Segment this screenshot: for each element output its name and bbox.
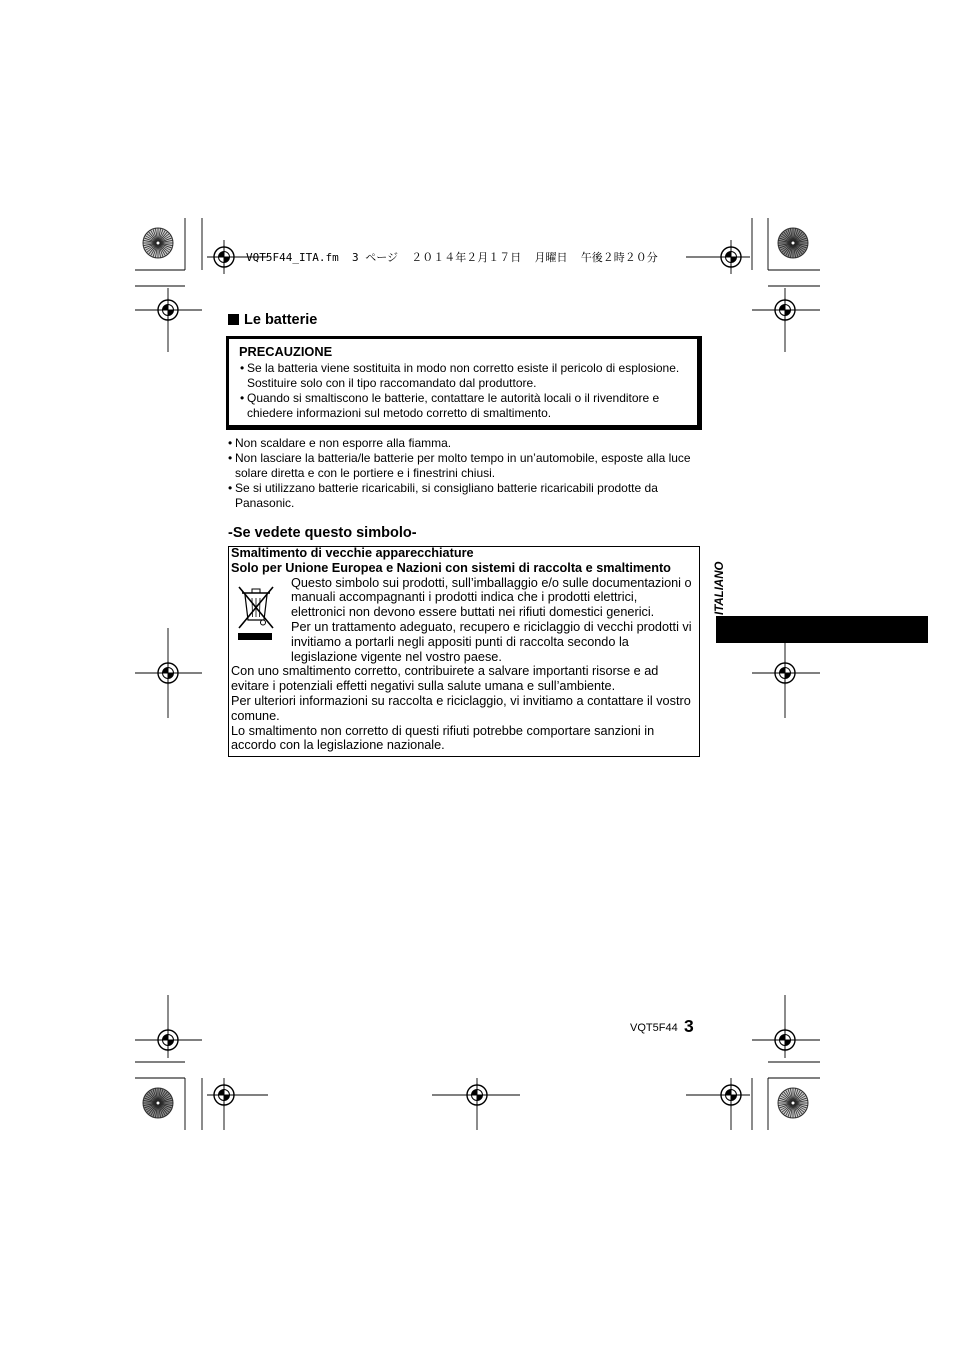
starburst-spoke bbox=[158, 243, 169, 253]
registration-mark-quadrant bbox=[785, 310, 791, 316]
starburst-spoke bbox=[158, 229, 163, 243]
registration-mark-ring bbox=[214, 1085, 234, 1105]
starburst-spoke bbox=[778, 240, 793, 243]
starburst-spoke bbox=[793, 243, 804, 253]
symbol-explanation bbox=[231, 576, 697, 665]
starburst-spoke bbox=[158, 228, 161, 243]
starburst-spoke bbox=[782, 1103, 793, 1113]
starburst-spoke bbox=[790, 1088, 793, 1103]
caution-item-line: chiedere informazioni sul metodo corretto di smaltimento. bbox=[247, 406, 552, 420]
starburst-spoke bbox=[158, 238, 172, 243]
starburst-spoke bbox=[151, 230, 159, 243]
caution-title: PRECAUZIONE bbox=[239, 344, 333, 359]
starburst-spoke bbox=[793, 1103, 806, 1111]
registration-mark-ring bbox=[775, 1030, 795, 1050]
section-marker-icon bbox=[228, 314, 239, 325]
starburst-spoke bbox=[158, 1092, 168, 1103]
bin-underline-bar bbox=[238, 633, 272, 640]
caution-item-line: • Quando si smaltiscono le batterie, contattare le autorità locali o il rivenditore e bbox=[247, 391, 660, 405]
starburst-spoke bbox=[793, 1103, 798, 1117]
starburst-spoke bbox=[158, 1088, 161, 1103]
starburst-spoke bbox=[793, 1092, 803, 1103]
footer-model-code: VQT5F44 bbox=[630, 1022, 678, 1034]
starburst-spoke bbox=[780, 1103, 793, 1111]
starburst-spoke bbox=[793, 230, 801, 243]
starburst-spoke bbox=[779, 243, 793, 248]
starburst-spoke bbox=[155, 228, 158, 243]
starburst-spoke bbox=[158, 243, 173, 246]
language-tab-label: ITALIANO bbox=[714, 561, 726, 615]
starburst-spoke bbox=[158, 1103, 169, 1113]
registration-mark-quadrant bbox=[163, 668, 169, 674]
registration-mark bbox=[773, 298, 797, 322]
registration-mark-quadrant bbox=[731, 1095, 737, 1101]
symbol-explanation-line: invitiamo a portarli negli appositi punti di raccolta secondo la bbox=[291, 634, 629, 649]
disposal-text-line: Per ulteriori informazioni su raccolta e riciclaggio, vi invitiamo a contattare il vostro bbox=[231, 693, 691, 708]
battery-note-line: • Non lasciare la batteria/le batterie per molto tempo in un’automobile, esposte alla luce bbox=[235, 451, 691, 465]
starburst-spoke bbox=[151, 1103, 159, 1116]
symbol-explanation-line: legislazione vigente nel vostro paese. bbox=[291, 649, 502, 664]
starburst-center bbox=[792, 1102, 795, 1105]
starburst-spoke bbox=[793, 1103, 801, 1116]
disposal-text-line: evitare i potenziali effetti negativi sulla salute umana e sull’ambiente. bbox=[231, 679, 616, 694]
starburst-spoke bbox=[158, 1103, 166, 1116]
starburst-spoke bbox=[793, 1089, 798, 1103]
registration-mark bbox=[212, 1083, 236, 1107]
registration-mark-quadrant bbox=[785, 673, 791, 679]
starburst-spoke bbox=[793, 232, 803, 243]
registration-mark-inner-ring bbox=[163, 305, 174, 316]
file-info-header: VQT5F44_ITA.fm 3 ページ ２０１４年２月１７日 月曜日 午後２時２０分 bbox=[246, 251, 658, 264]
starburst-spoke bbox=[793, 243, 803, 254]
starburst-spoke bbox=[793, 1103, 808, 1106]
starburst-spoke bbox=[793, 1088, 796, 1103]
caution-item bbox=[229, 361, 697, 391]
starburst-spoke bbox=[147, 233, 158, 243]
starburst-spoke bbox=[793, 1098, 807, 1103]
battery-note bbox=[228, 481, 691, 511]
color-target-starburst bbox=[778, 228, 808, 258]
starburst-disc bbox=[143, 228, 173, 258]
starburst-spoke bbox=[793, 1103, 807, 1108]
starburst-spoke bbox=[793, 240, 808, 243]
starburst-center bbox=[157, 1102, 160, 1105]
starburst-spoke bbox=[151, 1090, 159, 1103]
starburst-spoke bbox=[158, 1103, 171, 1111]
starburst-spoke bbox=[153, 1103, 158, 1117]
starburst-spoke bbox=[144, 243, 158, 248]
starburst-spoke bbox=[158, 243, 163, 257]
registration-mark-quadrant bbox=[780, 668, 786, 674]
starburst-spoke bbox=[793, 229, 798, 243]
registration-mark-quadrant bbox=[168, 673, 174, 679]
starburst-spoke bbox=[793, 1090, 801, 1103]
starburst-spoke bbox=[143, 240, 158, 243]
symbol-explanation-line: Questo simbolo sui prodotti, sull’imballaggio e/o sulle documentazioni o bbox=[291, 575, 692, 590]
registration-mark-quadrant bbox=[785, 1040, 791, 1046]
caution-item-line: Sostituire solo con il tipo raccomandato dal produttore. bbox=[247, 376, 537, 390]
battery-note bbox=[228, 436, 691, 451]
registration-mark-inner-ring bbox=[219, 1090, 230, 1101]
registration-mark-quadrant bbox=[219, 1090, 225, 1096]
starburst-spoke bbox=[158, 1098, 172, 1103]
page-number: 3 bbox=[684, 1016, 694, 1036]
starburst-spoke bbox=[793, 1103, 796, 1118]
disposal-info-box bbox=[228, 546, 700, 757]
starburst-spoke bbox=[158, 1103, 168, 1114]
starburst-spoke bbox=[780, 236, 793, 244]
registration-mark-ring bbox=[721, 1085, 741, 1105]
registration-mark-inner-ring bbox=[780, 1035, 791, 1046]
bin-rib bbox=[260, 598, 261, 617]
starburst-spoke bbox=[793, 1103, 804, 1113]
starburst-spoke bbox=[790, 243, 793, 258]
battery-note-line: • Non scaldare e non esporre alla fiamma. bbox=[235, 436, 452, 450]
registration-mark-inner-ring bbox=[163, 668, 174, 679]
starburst-spoke bbox=[158, 243, 168, 254]
section-title-batteries bbox=[228, 312, 317, 328]
starburst-spoke bbox=[153, 229, 158, 243]
starburst-spoke bbox=[158, 1096, 171, 1104]
symbol-explanation-line: Per un trattamento adeguato, recupero e riciclaggio di vecchi prodotti vi bbox=[291, 619, 692, 634]
section-title-symbol: -Se vedete questo simbolo- bbox=[228, 525, 417, 541]
starburst-spoke bbox=[158, 1090, 166, 1103]
starburst-spoke bbox=[793, 243, 808, 246]
disposal-heading: Smaltimento di vecchie apparecchiature bbox=[231, 546, 474, 560]
registration-mark-inner-ring bbox=[726, 252, 737, 263]
symbol-explanation-line: elettronici non devono essere buttati nei rifiuti domestici generici. bbox=[291, 605, 655, 620]
starburst-spoke bbox=[778, 1100, 793, 1103]
caution-item bbox=[229, 391, 697, 421]
registration-mark-ring bbox=[214, 247, 234, 267]
starburst-spoke bbox=[779, 1103, 793, 1108]
crossed-out-wheelie-bin-icon bbox=[236, 580, 276, 642]
registration-mark-quadrant bbox=[168, 1040, 174, 1046]
color-target-starburst bbox=[778, 1088, 808, 1118]
starburst-spoke bbox=[788, 243, 793, 257]
registration-mark-ring bbox=[721, 247, 741, 267]
starburst-spoke bbox=[793, 243, 806, 251]
starburst-spoke bbox=[148, 232, 158, 243]
registration-mark bbox=[156, 298, 180, 322]
disposal-text-line: Lo smaltimento non corretto di questi rifiuti potrebbe comportare sanzioni in bbox=[231, 723, 655, 738]
registration-mark bbox=[719, 1083, 743, 1107]
starburst-spoke bbox=[788, 1089, 793, 1103]
starburst-spoke bbox=[783, 243, 793, 254]
starburst-spoke bbox=[793, 1096, 806, 1104]
starburst-spoke bbox=[147, 1103, 158, 1113]
starburst-spoke bbox=[145, 1096, 158, 1104]
bin-rib bbox=[252, 598, 253, 617]
starburst-spoke bbox=[158, 243, 161, 258]
registration-mark bbox=[465, 1083, 489, 1107]
starburst-spoke bbox=[788, 229, 793, 243]
bin-wheel bbox=[261, 620, 266, 625]
starburst-spoke bbox=[143, 1100, 158, 1103]
starburst-spoke bbox=[148, 1103, 158, 1114]
registration-mark-quadrant bbox=[219, 252, 225, 258]
language-tab-bar bbox=[716, 616, 928, 643]
caution-list bbox=[229, 361, 697, 421]
disposal-text-line: accordo con la legislazione nazionale. bbox=[231, 738, 445, 753]
registration-mark-quadrant bbox=[163, 305, 169, 311]
starburst-spoke bbox=[783, 1092, 793, 1103]
starburst-spoke bbox=[790, 228, 793, 243]
registration-mark-quadrant bbox=[168, 310, 174, 316]
starburst-spoke bbox=[147, 1093, 158, 1103]
starburst-spoke bbox=[779, 1098, 793, 1103]
starburst-spoke bbox=[143, 1103, 158, 1106]
registration-mark-quadrant bbox=[726, 1090, 732, 1096]
registration-mark-quadrant bbox=[477, 1095, 483, 1101]
battery-note-line: • Se si utilizzano batterie ricaricabili, si consigliano batterie ricaricabili prodotte da bbox=[235, 481, 658, 495]
starburst-spoke bbox=[148, 1092, 158, 1103]
starburst-spoke bbox=[158, 240, 173, 243]
registration-mark-inner-ring bbox=[163, 1035, 174, 1046]
starburst-spoke bbox=[158, 1093, 169, 1103]
starburst-spoke bbox=[783, 232, 793, 243]
starburst-disc bbox=[778, 1088, 808, 1118]
starburst-spoke bbox=[786, 230, 794, 243]
starburst-spoke bbox=[793, 243, 796, 258]
registration-mark-quadrant bbox=[224, 1095, 230, 1101]
starburst-spoke bbox=[782, 1093, 793, 1103]
registration-mark bbox=[212, 245, 236, 269]
registration-mark-inner-ring bbox=[780, 668, 791, 679]
starburst-spoke bbox=[793, 243, 798, 257]
starburst-spoke bbox=[793, 233, 804, 243]
starburst-spoke bbox=[158, 1103, 163, 1117]
disposal-subheading: Solo per Unione Europea e Nazioni con sistemi di raccolta e smaltimento bbox=[231, 560, 671, 575]
registration-mark-inner-ring bbox=[219, 252, 230, 263]
color-target-starburst bbox=[143, 228, 173, 258]
registration-mark-quadrant bbox=[726, 252, 732, 258]
starburst-spoke bbox=[783, 1103, 793, 1114]
starburst-spoke bbox=[144, 1103, 158, 1108]
starburst-spoke bbox=[158, 1103, 172, 1108]
disposal-text-line: comune. bbox=[231, 708, 280, 723]
starburst-spoke bbox=[778, 243, 793, 246]
battery-note-line: Panasonic. bbox=[235, 496, 295, 510]
starburst-spoke bbox=[158, 236, 171, 244]
registration-mark-quadrant bbox=[224, 257, 230, 263]
starburst-spoke bbox=[155, 243, 158, 258]
battery-note-line: solare diretta e con le portiere e i finestrini chiusi. bbox=[235, 466, 496, 480]
starburst-spoke bbox=[155, 1088, 158, 1103]
starburst-spoke bbox=[778, 1103, 793, 1106]
registration-mark-ring bbox=[158, 1030, 178, 1050]
disposal-text-line: Con uno smaltimento corretto, contribuirete a salvare importanti risorse e ad bbox=[231, 664, 659, 679]
registration-mark-ring bbox=[158, 300, 178, 320]
starburst-spoke bbox=[158, 1100, 173, 1103]
battery-notes-list bbox=[228, 436, 691, 511]
starburst-spoke bbox=[145, 243, 158, 251]
starburst-spoke bbox=[145, 236, 158, 244]
starburst-spoke bbox=[158, 1103, 161, 1118]
starburst-spoke bbox=[158, 230, 166, 243]
starburst-spoke bbox=[793, 238, 807, 243]
starburst-spoke bbox=[786, 243, 794, 256]
starburst-spoke bbox=[148, 243, 158, 254]
starburst-center bbox=[157, 242, 160, 245]
starburst-spoke bbox=[158, 243, 172, 248]
starburst-spoke bbox=[793, 243, 807, 248]
registration-mark-quadrant bbox=[780, 1035, 786, 1041]
starburst-spoke bbox=[147, 243, 158, 253]
registration-mark bbox=[773, 1028, 797, 1052]
starburst-spoke bbox=[782, 243, 793, 253]
caution-item-line: • Se la batteria viene sostituita in modo non corretto esiste il pericolo di esplosione. bbox=[247, 361, 680, 375]
starburst-spoke bbox=[144, 238, 158, 243]
starburst-center bbox=[792, 242, 795, 245]
registration-mark-quadrant bbox=[780, 305, 786, 311]
caution-box bbox=[226, 336, 702, 430]
starburst-spoke bbox=[793, 228, 796, 243]
starburst-spoke bbox=[793, 1100, 808, 1103]
starburst-spoke bbox=[780, 1096, 793, 1104]
symbol-explanation-line: manuali accompagnanti i prodotti indica che i prodotti elettrici, bbox=[291, 590, 638, 605]
registration-mark-quadrant bbox=[163, 1035, 169, 1041]
registration-mark bbox=[156, 1028, 180, 1052]
registration-mark-inner-ring bbox=[780, 305, 791, 316]
registration-mark bbox=[773, 661, 797, 685]
registration-mark-ring bbox=[775, 663, 795, 683]
battery-note bbox=[228, 451, 691, 481]
starburst-spoke bbox=[790, 1103, 793, 1118]
starburst-spoke bbox=[788, 1103, 793, 1117]
registration-mark bbox=[719, 245, 743, 269]
registration-mark-ring bbox=[467, 1085, 487, 1105]
starburst-spoke bbox=[793, 243, 801, 256]
starburst-spoke bbox=[786, 1090, 794, 1103]
starburst-spoke bbox=[780, 243, 793, 251]
starburst-spoke bbox=[158, 232, 168, 243]
starburst-spoke bbox=[145, 1103, 158, 1111]
color-target-starburst bbox=[143, 1088, 173, 1118]
section-title-text: Le batterie bbox=[244, 312, 318, 328]
starburst-spoke bbox=[153, 1089, 158, 1103]
starburst-spoke bbox=[143, 243, 158, 246]
starburst-spoke bbox=[158, 243, 166, 256]
registration-mark-ring bbox=[775, 300, 795, 320]
starburst-spoke bbox=[782, 233, 793, 243]
starburst-spoke bbox=[155, 1103, 158, 1118]
starburst-spoke bbox=[158, 233, 169, 243]
registration-mark-quadrant bbox=[472, 1090, 478, 1096]
starburst-spoke bbox=[793, 1103, 803, 1114]
starburst-spoke bbox=[158, 1103, 173, 1106]
registration-mark-inner-ring bbox=[472, 1090, 483, 1101]
starburst-spoke bbox=[158, 1089, 163, 1103]
starburst-disc bbox=[778, 228, 808, 258]
starburst-spoke bbox=[779, 238, 793, 243]
starburst-spoke bbox=[144, 1098, 158, 1103]
registration-mark bbox=[156, 661, 180, 685]
starburst-spoke bbox=[793, 236, 806, 244]
starburst-spoke bbox=[793, 1093, 804, 1103]
starburst-spoke bbox=[151, 243, 159, 256]
starburst-disc bbox=[143, 1088, 173, 1118]
starburst-spoke bbox=[158, 243, 171, 251]
starburst-spoke bbox=[786, 1103, 794, 1116]
disposal-info-body bbox=[231, 546, 697, 753]
registration-mark-ring bbox=[158, 663, 178, 683]
starburst-spoke bbox=[153, 243, 158, 257]
registration-mark-inner-ring bbox=[726, 1090, 737, 1101]
registration-mark-quadrant bbox=[731, 257, 737, 263]
